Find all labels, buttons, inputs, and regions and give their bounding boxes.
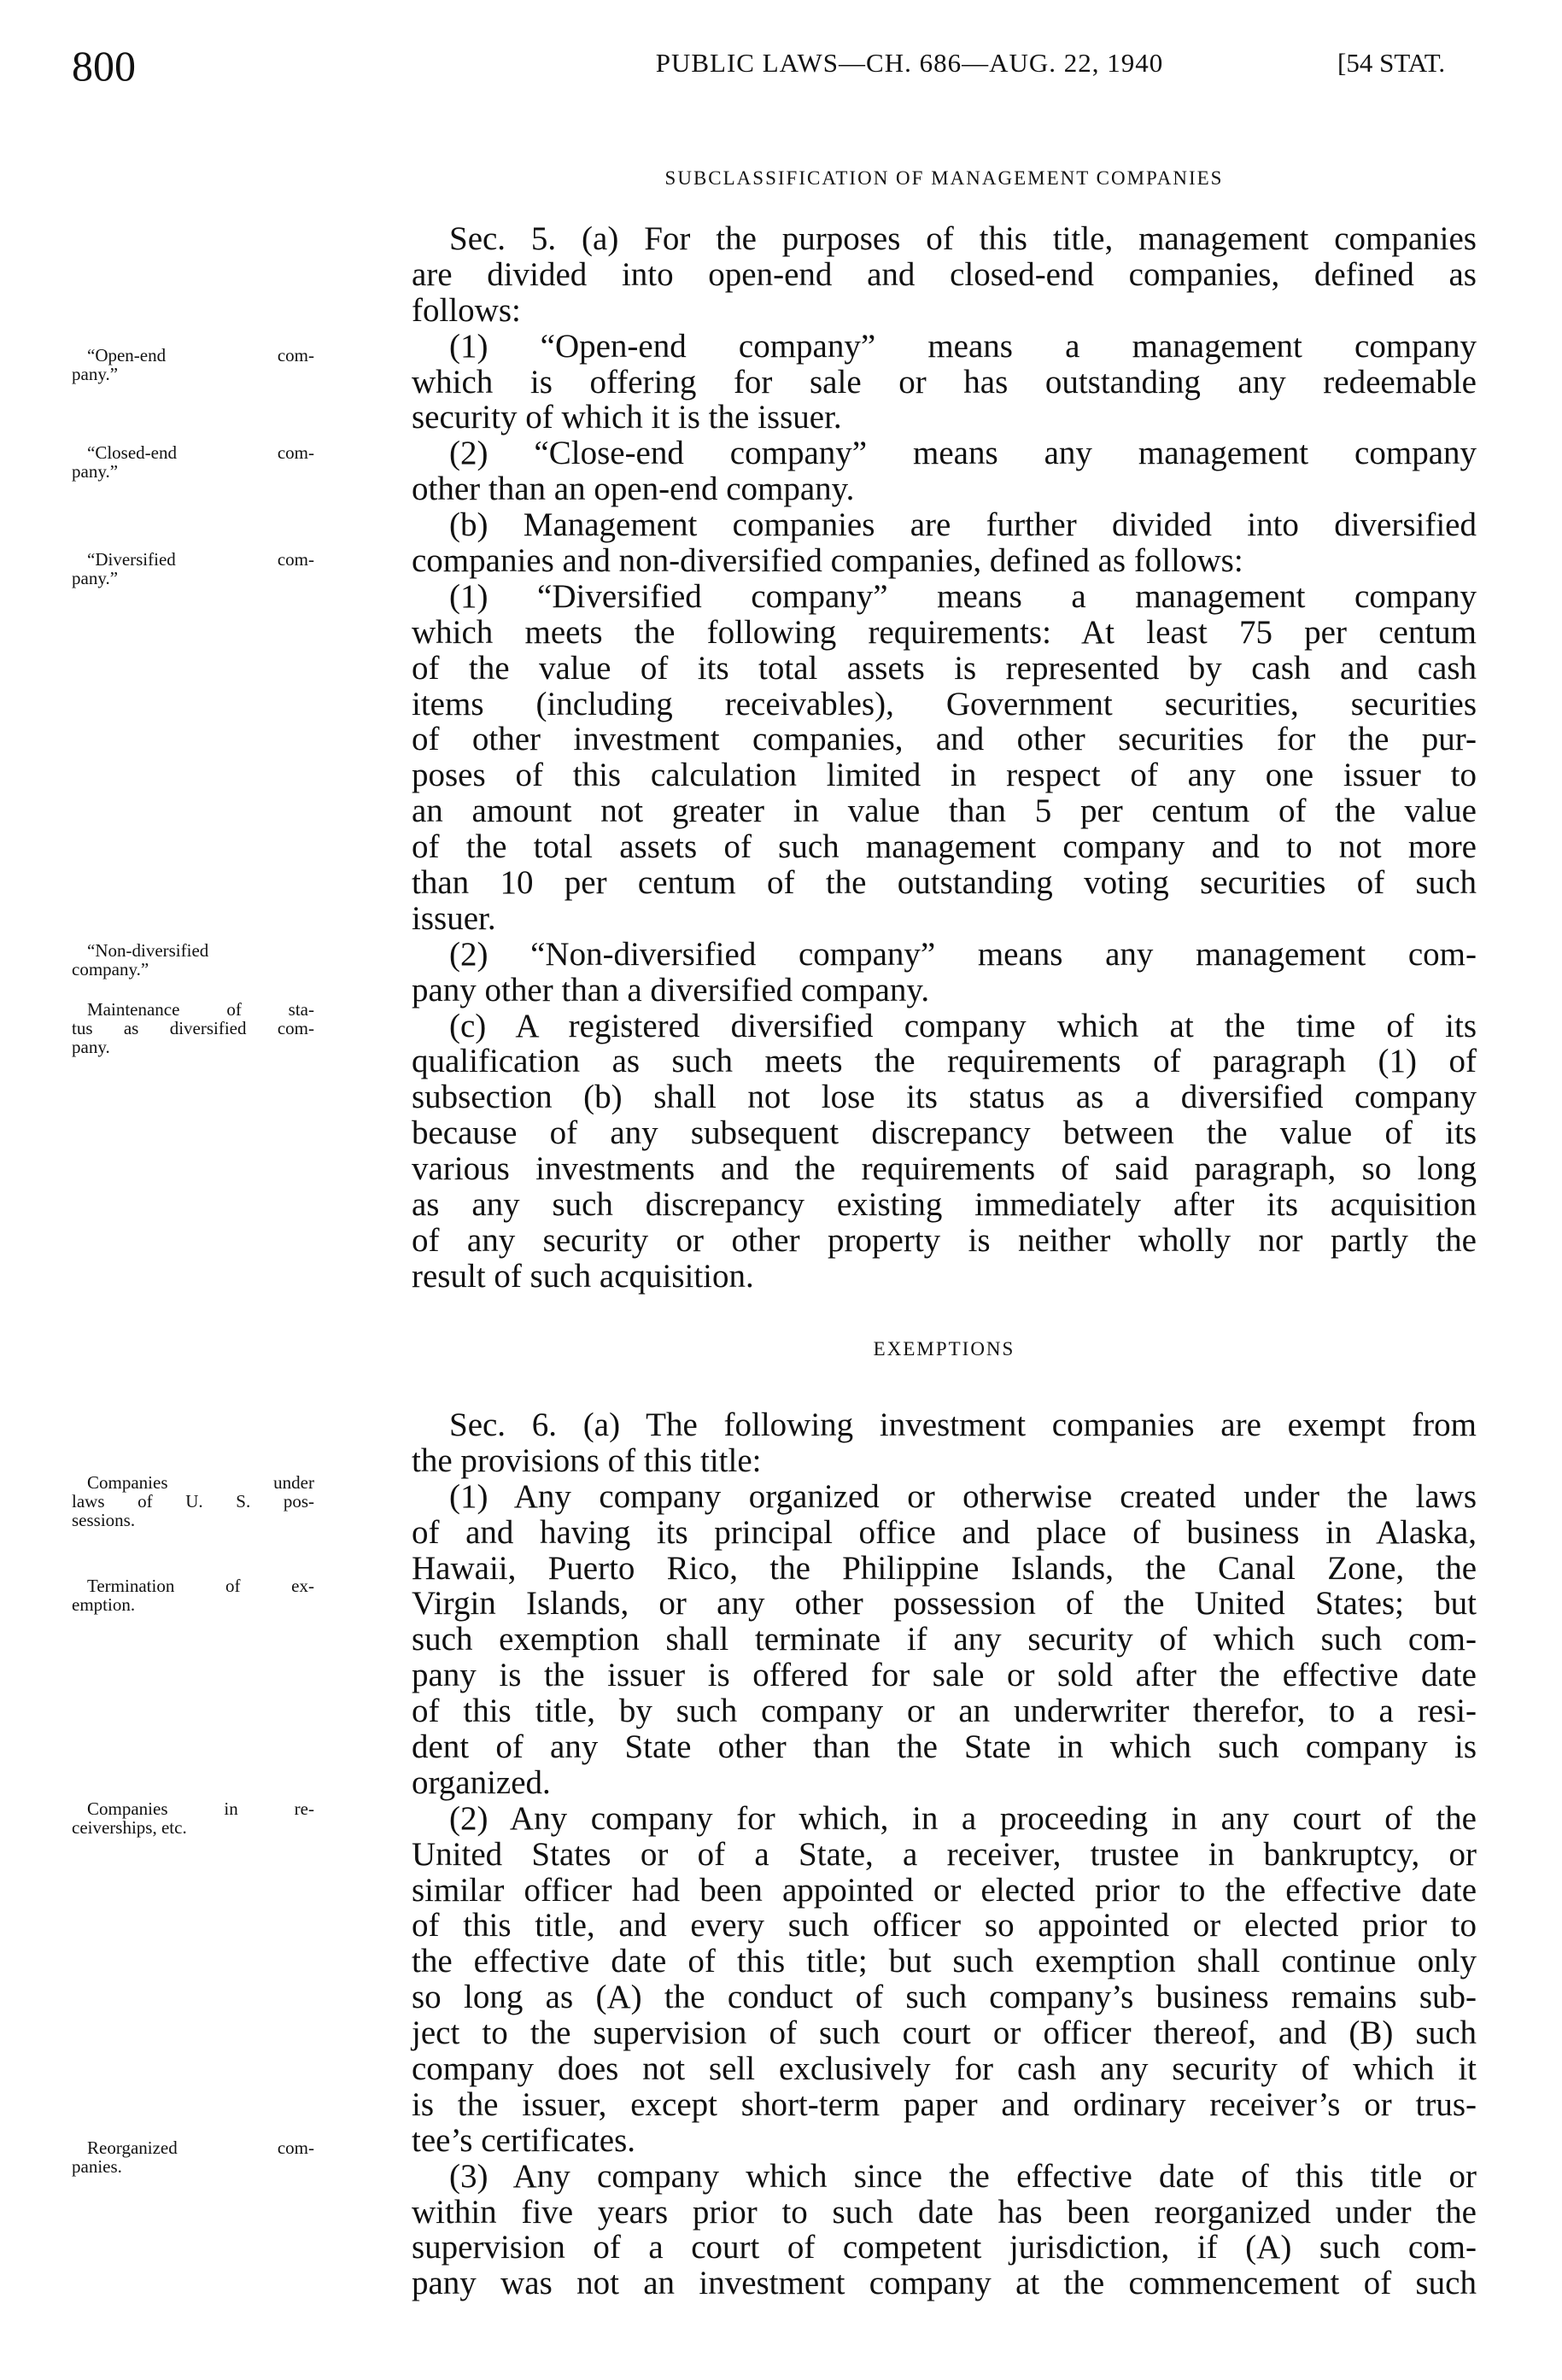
- margin-note-line: pany.”: [72, 568, 119, 588]
- text-line: security of which it is the issuer.: [412, 399, 842, 436]
- section-5-body: [412, 221, 1477, 1295]
- text-line: United States or of a State, a receiver, trustee in bankruptcy, or: [412, 1835, 1477, 1873]
- margin-note-line: panies.: [72, 2156, 122, 2177]
- margin-note-line: company.”: [72, 959, 149, 979]
- paragraph: [412, 1407, 1477, 1479]
- paragraph: [412, 1009, 1477, 1295]
- text-line: pany other than a diversified company.: [412, 971, 930, 1009]
- section-heading-subclassification: SUBCLASSIFICATION OF MANAGEMENT COMPANIES: [664, 167, 1224, 189]
- margin-note: [72, 2138, 314, 2176]
- section-heading-exemptions: EXEMPTIONS: [873, 1338, 1015, 1360]
- text-line: (b) Management companies are further divided into diversified: [449, 506, 1477, 544]
- paragraph: [412, 1479, 1477, 1801]
- margin-note-line: Companies under: [87, 1472, 314, 1493]
- text-line: dent of any State other than the State in which such company is: [412, 1728, 1477, 1766]
- text-line: because of any subsequent discrepancy between the value of its: [412, 1114, 1477, 1152]
- text-line: other than an open-end company.: [412, 471, 855, 508]
- text-line: (1) “Diversified company” means a management company: [449, 577, 1477, 615]
- margin-note: [72, 1473, 314, 1529]
- text-line: organized.: [412, 1763, 551, 1801]
- margin-note-line: pany.”: [72, 461, 119, 482]
- paragraph: [412, 436, 1477, 507]
- text-line: so long as (A) the conduct of such company’s business remains sub-: [412, 1979, 1477, 2016]
- paragraph: [412, 579, 1477, 937]
- text-line: of this title, by such company or an underwriter therefor, to a resi-: [412, 1693, 1477, 1730]
- margin-note-line: Reorganized com-: [87, 2137, 314, 2158]
- margin-note: [72, 550, 314, 588]
- text-line: issuer.: [412, 899, 496, 937]
- text-line: the effective date of this title; but such exemption shall continue only: [412, 1943, 1477, 1980]
- text-line: (1) “Open-end company” means a management company: [449, 327, 1477, 365]
- text-line: of the value of its total assets is represented by cash and cash: [412, 649, 1477, 687]
- text-line: (2) Any company for which, in a proceeding in any court of the: [449, 1799, 1477, 1837]
- paragraph: [412, 937, 1477, 1009]
- paragraph: [412, 2159, 1477, 2302]
- text-line: similar officer had been appointed or elected prior to the effective date: [412, 1871, 1477, 1909]
- text-line: which meets the following requirements: At least 75 per centum: [412, 613, 1477, 651]
- text-line: Hawaii, Puerto Rico, the Philippine Islands, the Canal Zone, the: [412, 1549, 1477, 1587]
- text-line: of any security or other property is neither wholly nor partly the: [412, 1221, 1477, 1259]
- text-line: follows:: [412, 291, 521, 329]
- text-line: (2) “Non-diversified company” means any management com-: [449, 935, 1477, 973]
- margin-note: [72, 443, 314, 481]
- page-number: 800: [72, 42, 136, 90]
- text-line: ject to the supervision of such court or officer thereof, and (B) such: [412, 2015, 1477, 2052]
- text-line: Virgin Islands, or any other possession of the United States; but: [412, 1585, 1477, 1623]
- text-line: pany is the issuer is offered for sale or sold after the effective date: [412, 1657, 1477, 1694]
- text-line: are divided into open-end and closed-end companies, defined as: [412, 255, 1477, 293]
- text-line: items (including receivables), Government securities, securities: [412, 685, 1477, 722]
- paragraph: [412, 507, 1477, 579]
- text-line: tee’s certificates.: [412, 2121, 636, 2159]
- margin-note: [72, 346, 314, 383]
- margin-note-line: pany.”: [72, 364, 119, 384]
- margin-note-line: ceiverships, etc.: [72, 1817, 187, 1838]
- paragraph: [412, 221, 1477, 329]
- margin-note-line: laws of U. S. pos-: [72, 1491, 314, 1512]
- paragraph: [412, 1801, 1477, 2159]
- text-line: within five years prior to such date has been reorganized under the: [412, 2193, 1477, 2231]
- text-line: result of such acquisition.: [412, 1257, 754, 1295]
- margin-note: [72, 1000, 314, 1056]
- text-line: Sec. 5. (a) For the purposes of this title, management companies: [449, 220, 1477, 257]
- text-line: of the total assets of such management company and to not more: [412, 828, 1477, 866]
- margin-note: [72, 941, 314, 979]
- margin-note-line: “Closed-end com-: [87, 442, 314, 463]
- paragraph: [412, 329, 1477, 436]
- margin-note-line: “Non-diversified: [87, 940, 209, 961]
- text-line: company does not sell exclusively for cash any security of which it: [412, 2050, 1477, 2088]
- text-line: (1) Any company organized or otherwise created under the laws: [449, 1477, 1477, 1515]
- text-line: Sec. 6. (a) The following investment companies are exempt from: [449, 1406, 1477, 1443]
- text-line: pany was not an investment company at the commencement of such: [412, 2265, 1477, 2302]
- margin-note-line: “Diversified com-: [87, 549, 314, 570]
- text-line: (2) “Close-end company” means any management company: [449, 435, 1477, 472]
- section-6-body: [412, 1407, 1477, 2301]
- text-line: poses of this calculation limited in respect of any one issuer to: [412, 757, 1477, 794]
- text-line: of and having its principal office and place of business in Alaska,: [412, 1513, 1477, 1551]
- text-line: an amount not greater in value than 5 per centum of the value: [412, 792, 1477, 830]
- text-line: (3) Any company which since the effective date of this title or: [449, 2157, 1477, 2195]
- text-line: is the issuer, except short-term paper and ordinary receiver’s or trus-: [412, 2085, 1477, 2123]
- volume-reference: [54 STAT.: [1337, 48, 1446, 78]
- text-line: which is offering for sale or has outstanding any redeemable: [412, 363, 1477, 401]
- margin-note-line: sessions.: [72, 1510, 136, 1530]
- text-line: various investments and the requirements of said paragraph, so long: [412, 1150, 1477, 1188]
- margin-note-line: emption.: [72, 1594, 136, 1615]
- text-line: the provisions of this title:: [412, 1441, 762, 1479]
- margin-note: [72, 1799, 314, 1837]
- text-line: supervision of a court of competent jurisdiction, if (A) such com-: [412, 2229, 1477, 2266]
- running-head: PUBLIC LAWS—CH. 686—AUG. 22, 1940: [655, 48, 1164, 78]
- text-line: of this title, and every such officer so appointed or elected prior to: [412, 1907, 1477, 1944]
- margin-note: [72, 1576, 314, 1614]
- margin-note-line: Termination of ex-: [87, 1576, 314, 1596]
- margin-note-line: tus as diversified com-: [72, 1018, 314, 1038]
- margin-note-line: Maintenance of sta-: [87, 999, 314, 1020]
- text-line: companies and non-diversified companies, defined as follows:: [412, 542, 1243, 580]
- text-line: such exemption shall terminate if any security of which such com-: [412, 1621, 1477, 1658]
- text-line: of other investment companies, and other securities for the pur-: [412, 721, 1477, 758]
- margin-note-line: “Open-end com-: [87, 345, 314, 365]
- text-line: qualification as such meets the requirements of paragraph (1) of: [412, 1043, 1477, 1080]
- text-line: (c) A registered diversified company which at the time of its: [449, 1007, 1477, 1044]
- margin-note-line: Companies in re-: [87, 1798, 314, 1819]
- text-line: subsection (b) shall not lose its status as a diversified company: [412, 1079, 1477, 1116]
- text-line: as any such discrepancy existing immediately after its acquisition: [412, 1186, 1477, 1224]
- margin-note-line: pany.: [72, 1037, 110, 1057]
- text-line: than 10 per centum of the outstanding voting securities of such: [412, 864, 1477, 902]
